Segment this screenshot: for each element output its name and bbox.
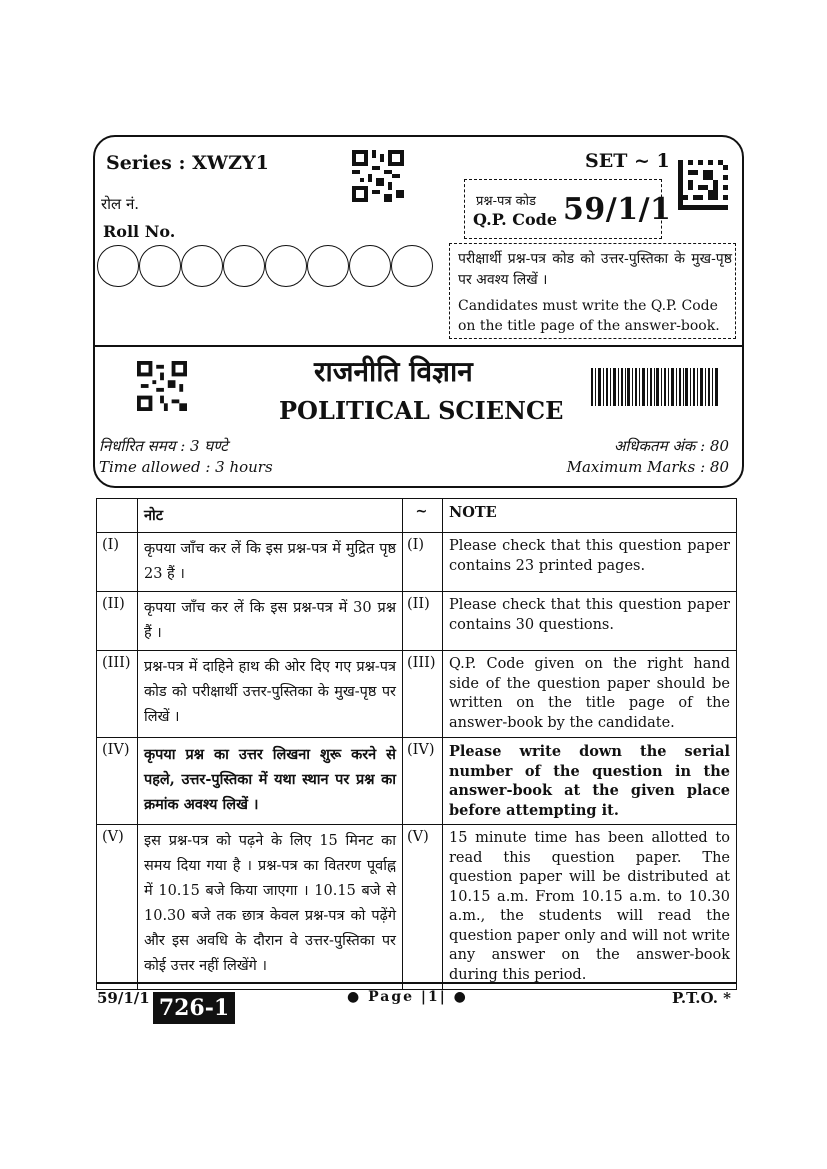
roll-digit-box[interactable] [307, 245, 349, 287]
footer-qp-code: 59/1/1 [97, 989, 150, 1007]
candidate-note-hindi: परीक्षार्थी प्रश्न-पत्र कोड को उत्तर-पुस्तिका के मुख-पृष्ठ पर अवश्य लिखें । [458, 251, 732, 288]
candidate-note: Candidates must write the Q.P. Code on the title page of the answer-book. [458, 298, 720, 334]
data-matrix-icon [678, 160, 728, 210]
row-number: (IV) [97, 738, 138, 825]
note-heading: NOTE [443, 499, 737, 533]
table-header-row [97, 499, 737, 533]
table-row [97, 825, 737, 990]
instruction-hindi: कृपया प्रश्न का उत्तर लिखना शुरू करने से पहले, उत्तर-पुस्तिका में यथा स्थान पर प्रश्न का क्रमांक अवश्य लिखें । [138, 738, 403, 825]
row-number: (II) [97, 592, 138, 651]
instruction-english: Please check that this question paper contains 23 printed pages. [443, 533, 737, 592]
instruction-hindi: कृपया जाँच कर लें कि इस प्रश्न-पत्र में 30 प्रश्न हैं । [138, 592, 403, 651]
row-number: (II) [403, 592, 443, 651]
pto-label: P.T.O. * [672, 989, 731, 1007]
subject-title: POLITICAL SCIENCE [279, 396, 564, 425]
instruction-english: 15 minute time has been allotted to read this question paper. The question paper will be distributed at 10.15 a.m. From 10.15 a.m. to 10.30 a.m., the students will read the question paper only and will not write any answer on the answer-book during this period. [443, 825, 737, 990]
qr-code-icon [352, 150, 404, 202]
qr-code-icon [137, 360, 187, 412]
header-cell-empty [97, 499, 138, 533]
row-number: (V) [403, 825, 443, 990]
qp-code-value: 59/1/1 [563, 192, 672, 227]
roll-digit-box[interactable] [97, 245, 139, 287]
instruction-english: Please write down the serial number of the question in the answer-book at the given place before attempting it. [443, 738, 737, 825]
table-row [97, 533, 737, 592]
header-divider [93, 345, 744, 347]
instruction-hindi: प्रश्न-पत्र में दाहिने हाथ की ओर दिए गए प्रश्न-पत्र कोड को परीक्षार्थी उत्तर-पुस्तिका के मुख-पृष्ठ पर लिखें । [138, 651, 403, 738]
time-allowed-hindi: निर्धारित समय : 3 घण्टे [99, 437, 228, 455]
row-number: (IV) [403, 738, 443, 825]
page-number: ● Page |1| ● [347, 989, 468, 1005]
subject-title-hindi: राजनीति विज्ञान [314, 355, 473, 388]
row-number: (I) [97, 533, 138, 592]
roll-digit-box[interactable] [181, 245, 223, 287]
set-label: SET ~ 1 [585, 150, 670, 172]
series-label: Series : XWZY1 [106, 152, 269, 174]
instruction-english: Q.P. Code given on the right hand side of the question paper should be written on the title page of the answer-book by the candidate. [443, 651, 737, 738]
barcode-icon [591, 368, 719, 406]
table-row [97, 592, 737, 651]
qp-code-label: Q.P. Code [473, 210, 558, 229]
footer-badge: 726-1 [153, 992, 235, 1024]
row-number: (III) [97, 651, 138, 738]
roll-label: Roll No. [103, 222, 176, 241]
roll-digit-box[interactable] [139, 245, 181, 287]
note-heading-hindi: नोट [138, 499, 403, 533]
roll-digit-box[interactable] [391, 245, 433, 287]
qp-code-label-hindi: प्रश्न-पत्र कोड [476, 194, 536, 209]
roll-number-boxes [97, 245, 433, 287]
max-marks: Maximum Marks : 80 [566, 458, 729, 476]
instruction-hindi: कृपया जाँच कर लें कि इस प्रश्न-पत्र में मुद्रित पृष्ठ 23 हैं । [138, 533, 403, 592]
header-separator: ~ [403, 499, 443, 533]
instruction-hindi: इस प्रश्न-पत्र को पढ़ने के लिए 15 मिनट का समय दिया गया है । प्रश्न-पत्र का वितरण पूर्वाह्न में 10.15 बजे किया जाएगा । 10.15 बजे से 10.30 बजे तक छात्र केवल प्रश्न-पत्र को पढ़ेंगे और इस अवधि के दौरान वे उत्तर-पुस्तिका पर कोई उत्तर नहीं लिखेंगे । [138, 825, 403, 990]
row-number: (V) [97, 825, 138, 990]
max-marks-hindi: अधिकतम अंक : 80 [613, 437, 729, 455]
instruction-english: Please check that this question paper contains 30 questions. [443, 592, 737, 651]
roll-label-hindi: रोल नं. [101, 195, 140, 213]
footer-divider [96, 982, 737, 984]
row-number: (III) [403, 651, 443, 738]
roll-digit-box[interactable] [349, 245, 391, 287]
roll-digit-box[interactable] [265, 245, 307, 287]
row-number: (I) [403, 533, 443, 592]
instructions-table [96, 498, 737, 990]
table-row [97, 651, 737, 738]
time-allowed: Time allowed : 3 hours [99, 458, 273, 476]
roll-digit-box[interactable] [223, 245, 265, 287]
table-row [97, 738, 737, 825]
